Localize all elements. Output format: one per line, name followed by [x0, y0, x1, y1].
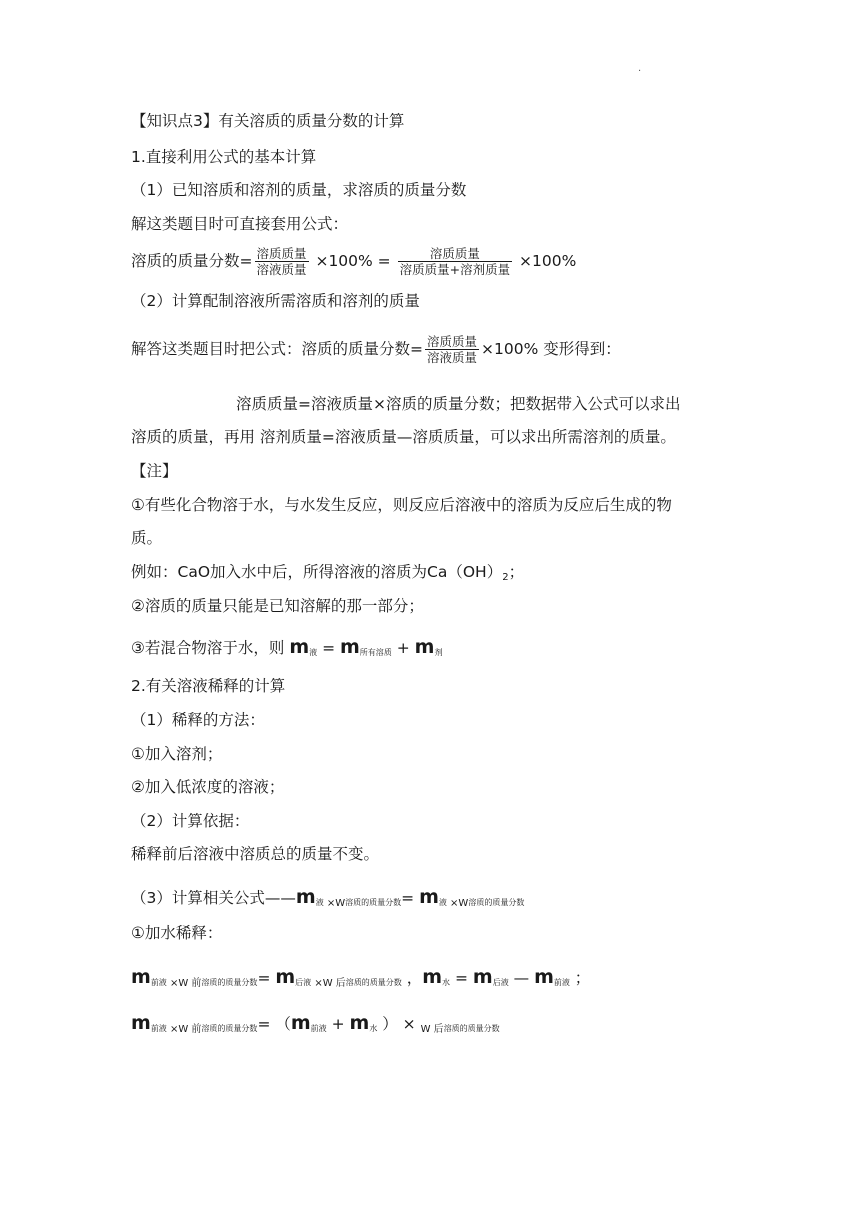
formula-1-times-2: ×100%	[519, 252, 577, 270]
equals-sign: =	[257, 969, 276, 987]
example-end: ；	[508, 563, 525, 581]
note-1-line-1: ①有些化合物溶于水，与水发生反应，则反应后溶液中的溶质为反应后生成的物	[131, 496, 672, 514]
formula-2-prefix: 解答这类题目时把公式：溶质的质量分数=	[131, 340, 423, 358]
mass-symbol: m	[339, 636, 360, 658]
subscript-solvent: 剂	[434, 648, 443, 657]
heading: 【知识点3】有关溶质的质量分数的计算	[131, 112, 405, 130]
section-2-method-1: ①加入溶剂；	[131, 745, 223, 763]
formula-2-suffix: ×100% 变形得到：	[481, 340, 621, 358]
dilution-formula	[131, 886, 524, 915]
formula-2-fraction	[425, 334, 479, 365]
mass-symbol: m	[275, 966, 296, 988]
mass-symbol: m	[419, 886, 439, 908]
plus-sign: +	[326, 1015, 350, 1033]
formula-2	[131, 334, 621, 365]
section-1-intro: 解这类题目时可直接套用公式：	[131, 215, 349, 233]
dilution-equation-1	[131, 966, 590, 995]
mass-symbol: m	[131, 966, 151, 988]
equals-paren: = （	[257, 1015, 291, 1033]
w-after: W 后	[420, 1024, 444, 1035]
times-w-before: ×W 前	[166, 1024, 202, 1035]
water-dilution-title: ①加水稀释：	[131, 924, 223, 942]
note-1-line-2: 质。	[131, 529, 163, 547]
subscript-mass-fraction: 溶质的质量分数	[468, 898, 525, 907]
section-1-title: 1.直接利用公式的基本计算	[131, 148, 317, 166]
fraction-denominator: 溶质质量+溶剂质量	[399, 262, 511, 277]
subscript-mass-fraction: 溶质的质量分数	[201, 978, 258, 987]
mass-symbol: m	[414, 636, 435, 658]
subscript-all-solutes: 所有溶质	[359, 648, 392, 657]
subscript-liquid: 液	[309, 648, 318, 657]
mass-symbol: m	[349, 1012, 370, 1034]
mass-symbol: m	[289, 636, 310, 658]
formula-1-times-1: ×100% =	[315, 252, 391, 270]
subscript-before-liquid: 前液	[150, 978, 167, 987]
equals-sign: =	[401, 889, 420, 907]
formula-1-lhs: 溶质的质量分数=	[131, 252, 253, 270]
subscript-water: 水	[369, 1024, 378, 1033]
fraction-numerator: 溶质质量	[256, 246, 307, 261]
note-3-prefix: ③若混合物溶于水，则	[131, 639, 290, 657]
corner-dot: ·	[638, 66, 642, 77]
subscript-before-liquid: 前液	[553, 978, 570, 987]
equals-sign: =	[450, 969, 473, 987]
section-2-basis: 稀释前后溶液中溶质总的质量不变。	[131, 845, 380, 863]
example-subscript: 2	[502, 572, 509, 583]
note-title: 【注】	[131, 462, 178, 480]
section-2-method-2: ②加入低浓度的溶液；	[131, 778, 285, 796]
section-2-question-1: （1）稀释的方法：	[131, 711, 265, 729]
section-2-question-2: （2）计算依据：	[131, 812, 250, 830]
note-2: ②溶质的质量只能是已知溶解的那一部分；	[131, 597, 424, 615]
example-line	[131, 561, 524, 589]
paragraph-line-1: 溶质质量=溶液质量×溶质的质量分数；把数据带入公式可以求出	[236, 395, 681, 413]
times-w: ×W	[323, 898, 346, 909]
subscript-mass-fraction: 溶质的质量分数	[345, 978, 402, 987]
subscript-after-liquid: 后液	[492, 978, 509, 987]
fraction-denominator: 溶液质量	[427, 350, 478, 365]
section-1-question-1: （1）已知溶质和溶剂的质量，求溶质的质量分数	[131, 181, 467, 199]
equals-sign: =	[317, 639, 340, 657]
dilution-formula-prefix: （3）计算相关公式——	[131, 889, 296, 907]
mass-symbol: m	[290, 1012, 311, 1034]
mass-symbol: m	[131, 1012, 151, 1034]
mass-symbol: m	[295, 886, 316, 908]
example-text: 例如：CaO加入水中后，所得溶液的溶质为Ca（OH）	[131, 563, 503, 581]
subscript-before-liquid: 前液	[150, 1024, 167, 1033]
plus-sign: +	[391, 639, 415, 657]
times-w: ×W	[446, 898, 469, 909]
section-2-title: 2.有关溶液稀释的计算	[131, 677, 286, 695]
dilution-equation-2	[131, 1012, 500, 1041]
subscript-after-liquid: 后液	[295, 978, 312, 987]
paragraph-line-2: 溶质的质量，再用 溶剂质量=溶液质量—溶质质量，可以求出所需溶剂的质量。	[131, 428, 676, 446]
formula-1	[131, 246, 576, 277]
comma: ，	[401, 969, 423, 987]
times-w-before: ×W 前	[166, 978, 202, 989]
subscript-liquid: 液	[315, 898, 324, 907]
formula-1-fraction-1	[255, 246, 309, 277]
subscript-mass-fraction: 溶质的质量分数	[345, 898, 402, 907]
mass-symbol: m	[534, 966, 554, 988]
minus-sign: —	[508, 969, 535, 987]
close-paren-times: ） ×	[377, 1015, 421, 1033]
note-3	[131, 636, 442, 664]
semicolon: ；	[569, 969, 591, 987]
subscript-water: 水	[442, 978, 451, 987]
times-w-after: ×W 后	[311, 978, 346, 989]
subscript-mass-fraction: 溶质的质量分数	[201, 1024, 258, 1033]
subscript-mass-fraction: 溶质的质量分数	[443, 1024, 500, 1033]
mass-symbol: m	[472, 966, 493, 988]
section-1-question-2: （2）计算配制溶液所需溶质和溶剂的质量	[131, 292, 420, 310]
formula-1-fraction-2	[398, 246, 512, 277]
subscript-liquid: 液	[438, 898, 447, 907]
fraction-denominator: 溶液质量	[256, 262, 307, 277]
subscript-before-liquid: 前液	[310, 1024, 327, 1033]
mass-symbol: m	[422, 966, 443, 988]
fraction-numerator: 溶质质量	[427, 334, 478, 349]
fraction-numerator: 溶质质量	[398, 246, 512, 262]
